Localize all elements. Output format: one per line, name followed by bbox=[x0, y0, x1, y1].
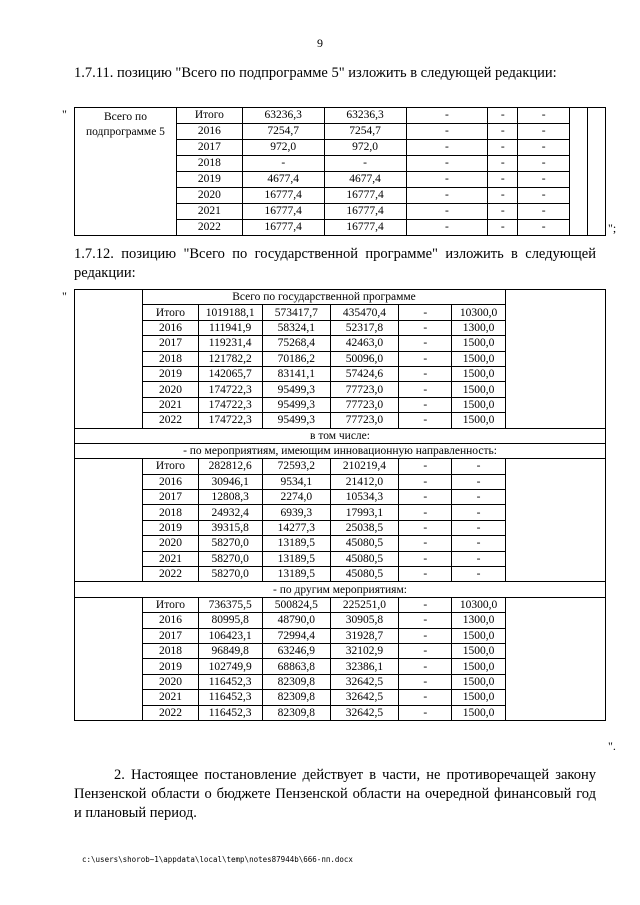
table-cell: - bbox=[324, 156, 406, 172]
table-cell: 58270,0 bbox=[198, 567, 262, 582]
table-cell: 2016 bbox=[143, 320, 198, 335]
table-cell: 77723,0 bbox=[330, 413, 398, 428]
table-cell: 14277,3 bbox=[262, 520, 330, 535]
table-cell: - bbox=[452, 490, 505, 505]
table-cell: - bbox=[452, 459, 505, 474]
table-cell: - bbox=[399, 474, 452, 489]
table-cell: 63236,3 bbox=[242, 108, 324, 124]
table-cell: 1500,0 bbox=[452, 705, 505, 720]
table-cell: 2019 bbox=[143, 366, 198, 381]
quote-close-2: ". bbox=[608, 739, 616, 753]
table-cell: 174722,3 bbox=[198, 413, 262, 428]
table-cell: - bbox=[488, 172, 518, 188]
table-cell: 13189,5 bbox=[262, 567, 330, 582]
table-cell: 972,0 bbox=[324, 140, 406, 156]
table-cell: - bbox=[399, 690, 452, 705]
empty-cell bbox=[505, 290, 605, 429]
table-cell: - bbox=[488, 204, 518, 220]
table-cell: 972,0 bbox=[242, 140, 324, 156]
table-cell: 2019 bbox=[143, 520, 198, 535]
table-cell: - bbox=[488, 188, 518, 204]
table-cell: 736375,5 bbox=[198, 597, 262, 612]
table-cell: - bbox=[452, 505, 505, 520]
table-cell: 2016 bbox=[143, 613, 198, 628]
table-cell: - bbox=[452, 536, 505, 551]
table-cell: - bbox=[399, 413, 452, 428]
table-cell: 1300,0 bbox=[452, 320, 505, 335]
table-cell: 95499,3 bbox=[262, 397, 330, 412]
table-cell: 2018 bbox=[143, 643, 198, 658]
table-cell: 32642,5 bbox=[330, 690, 398, 705]
table-cell: - bbox=[399, 366, 452, 381]
table-cell: 32386,1 bbox=[330, 659, 398, 674]
table-cell: 2020 bbox=[143, 536, 198, 551]
table-cell: - bbox=[399, 351, 452, 366]
table-cell: 17993,1 bbox=[330, 505, 398, 520]
table-cell: 16777,4 bbox=[324, 220, 406, 236]
table-cell: - bbox=[399, 567, 452, 582]
table-cell: 50096,0 bbox=[330, 351, 398, 366]
table-cell: 142065,7 bbox=[198, 366, 262, 381]
table-cell: - bbox=[406, 140, 488, 156]
table-cell: 10534,3 bbox=[330, 490, 398, 505]
paragraph-2: 2. Настоящее постановление действует в части, не противоречащей закону Пензенской области о бюджете Пензенской области на очередной финансовый год и плановый период. bbox=[74, 767, 596, 821]
table-cell: - bbox=[518, 220, 570, 236]
table-cell: - bbox=[399, 674, 452, 689]
table-cell: 2020 bbox=[176, 188, 242, 204]
table-cell: 42463,0 bbox=[330, 336, 398, 351]
table-cell: 80995,8 bbox=[198, 613, 262, 628]
table-cell: 116452,3 bbox=[198, 690, 262, 705]
table-cell: 4677,4 bbox=[242, 172, 324, 188]
table-cell: 63246,9 bbox=[262, 643, 330, 658]
table-cell: 2021 bbox=[176, 204, 242, 220]
table-row bbox=[75, 290, 606, 305]
table-cell: 16777,4 bbox=[242, 204, 324, 220]
table-cell: - bbox=[452, 474, 505, 489]
table-cell: 500824,5 bbox=[262, 597, 330, 612]
table-cell: 1500,0 bbox=[452, 413, 505, 428]
table-cell: 2020 bbox=[143, 674, 198, 689]
table-cell: 58324,1 bbox=[262, 320, 330, 335]
table-cell: 1500,0 bbox=[452, 674, 505, 689]
table-cell: 1500,0 bbox=[452, 351, 505, 366]
paragraph-1-7-12: 1.7.12. позицию "Всего по государственной программе" изложить в следующей редакции: bbox=[74, 246, 596, 281]
table-row bbox=[75, 459, 606, 474]
table-cell: - bbox=[399, 628, 452, 643]
table-cell: Итого bbox=[143, 459, 198, 474]
table-cell: 70186,2 bbox=[262, 351, 330, 366]
table-cell: 83141,1 bbox=[262, 366, 330, 381]
page-number: 9 bbox=[317, 36, 323, 50]
empty-cell bbox=[588, 108, 606, 236]
table-cell: Итого bbox=[143, 597, 198, 612]
table-cell: 119231,4 bbox=[198, 336, 262, 351]
table-cell: 39315,8 bbox=[198, 520, 262, 535]
table-cell: 45080,5 bbox=[330, 551, 398, 566]
table-cell: - bbox=[399, 397, 452, 412]
table-cell: 2019 bbox=[176, 172, 242, 188]
table-cell: 82309,8 bbox=[262, 674, 330, 689]
table-cell: 573417,7 bbox=[262, 305, 330, 320]
table-cell: 75268,4 bbox=[262, 336, 330, 351]
table-row bbox=[75, 582, 606, 597]
table-cell: 72994,4 bbox=[262, 628, 330, 643]
table-cell: 2017 bbox=[143, 336, 198, 351]
table-cell: 10300,0 bbox=[452, 597, 505, 612]
table-cell: - bbox=[399, 520, 452, 535]
table-cell: 25038,5 bbox=[330, 520, 398, 535]
table-cell: 1300,0 bbox=[452, 613, 505, 628]
table-cell: - bbox=[452, 551, 505, 566]
section-header: Всего по государственной программе bbox=[143, 290, 506, 305]
table-cell: - bbox=[518, 108, 570, 124]
table-cell: - bbox=[399, 597, 452, 612]
table-cell: - bbox=[399, 705, 452, 720]
table-cell: - bbox=[488, 124, 518, 140]
table-cell: 2274,0 bbox=[262, 490, 330, 505]
table-cell: 45080,5 bbox=[330, 567, 398, 582]
table-cell: - bbox=[518, 188, 570, 204]
table-cell: 96849,8 bbox=[198, 643, 262, 658]
table-cell: 95499,3 bbox=[262, 413, 330, 428]
table-cell: 1500,0 bbox=[452, 397, 505, 412]
table-cell: 2021 bbox=[143, 690, 198, 705]
table-cell: 12808,3 bbox=[198, 490, 262, 505]
table-cell: 9534,1 bbox=[262, 474, 330, 489]
table-cell: 2022 bbox=[176, 220, 242, 236]
table-cell: 82309,8 bbox=[262, 690, 330, 705]
table-cell: - bbox=[518, 172, 570, 188]
table-cell: 77723,0 bbox=[330, 382, 398, 397]
table-cell: 7254,7 bbox=[324, 124, 406, 140]
table-cell: - bbox=[399, 305, 452, 320]
table-row bbox=[75, 108, 606, 124]
table-cell: 225251,0 bbox=[330, 597, 398, 612]
table-cell: 82309,8 bbox=[262, 705, 330, 720]
table-cell: 16777,4 bbox=[242, 188, 324, 204]
table-cell: 102749,9 bbox=[198, 659, 262, 674]
table-cell: 32642,5 bbox=[330, 705, 398, 720]
table-cell: 63236,3 bbox=[324, 108, 406, 124]
table-cell: - bbox=[406, 220, 488, 236]
table-cell: 2022 bbox=[143, 567, 198, 582]
table-cell: 2018 bbox=[143, 505, 198, 520]
table-cell: 1500,0 bbox=[452, 336, 505, 351]
table-cell: 58270,0 bbox=[198, 536, 262, 551]
table-cell: 2021 bbox=[143, 397, 198, 412]
paragraph-1-7-11: 1.7.11. позицию "Всего по подпрограмме 5" изложить в следующей редакции: bbox=[74, 65, 557, 81]
table-cell: 57424,6 bbox=[330, 366, 398, 381]
table-cell: 30946,1 bbox=[198, 474, 262, 489]
table-cell: 32642,5 bbox=[330, 674, 398, 689]
empty-cell bbox=[570, 108, 588, 236]
table-cell: 30905,8 bbox=[330, 613, 398, 628]
table-cell: 1500,0 bbox=[452, 643, 505, 658]
table-cell: - bbox=[406, 188, 488, 204]
table-cell: - bbox=[399, 320, 452, 335]
table-cell: - bbox=[399, 659, 452, 674]
empty-cell bbox=[75, 290, 143, 429]
table-cell: 435470,4 bbox=[330, 305, 398, 320]
table-row bbox=[75, 428, 606, 443]
table-cell: 1500,0 bbox=[452, 382, 505, 397]
table-cell: 16777,4 bbox=[324, 188, 406, 204]
footer-file-path: c:\users\shorob~1\appdata\local\temp\notes87944b\666-пп.docx bbox=[82, 855, 353, 864]
table-cell: 116452,3 bbox=[198, 674, 262, 689]
table-cell: - bbox=[518, 156, 570, 172]
table-cell: 6939,3 bbox=[262, 505, 330, 520]
table-cell: - bbox=[406, 156, 488, 172]
table-cell: - bbox=[399, 490, 452, 505]
table-cell: - bbox=[399, 459, 452, 474]
table-cell: - bbox=[406, 108, 488, 124]
table-cell: 16777,4 bbox=[242, 220, 324, 236]
table-cell: 121782,2 bbox=[198, 351, 262, 366]
table-cell: - bbox=[399, 336, 452, 351]
table-cell: 2017 bbox=[143, 628, 198, 643]
table-cell: 32102,9 bbox=[330, 643, 398, 658]
table-cell: 1019188,1 bbox=[198, 305, 262, 320]
table-cell: 13189,5 bbox=[262, 551, 330, 566]
table-cell: Итого bbox=[176, 108, 242, 124]
table-cell: 1500,0 bbox=[452, 659, 505, 674]
table-cell: 13189,5 bbox=[262, 536, 330, 551]
empty-cell bbox=[505, 597, 605, 720]
table-cell: 1500,0 bbox=[452, 690, 505, 705]
empty-cell bbox=[75, 597, 143, 720]
table-row bbox=[75, 597, 606, 612]
table-cell: 45080,5 bbox=[330, 536, 398, 551]
table-cell: 24932,4 bbox=[198, 505, 262, 520]
subprogram-label: Всего по подпрограмме 5 bbox=[75, 108, 177, 236]
table-cell: 48790,0 bbox=[262, 613, 330, 628]
table-cell: 4677,4 bbox=[324, 172, 406, 188]
table-cell: 174722,3 bbox=[198, 397, 262, 412]
table-cell: 2018 bbox=[176, 156, 242, 172]
table-cell: 282812,6 bbox=[198, 459, 262, 474]
table-cell: - bbox=[452, 567, 505, 582]
table-cell: - bbox=[242, 156, 324, 172]
table-cell: 111941,9 bbox=[198, 320, 262, 335]
including-label: в том числе: bbox=[75, 428, 606, 443]
quote-open-2: " bbox=[62, 289, 67, 303]
table-cell: 210219,4 bbox=[330, 459, 398, 474]
table-cell: - bbox=[399, 643, 452, 658]
table-cell: 2016 bbox=[176, 124, 242, 140]
table-cell: 16777,4 bbox=[324, 204, 406, 220]
table-cell: - bbox=[399, 505, 452, 520]
table-cell: - bbox=[488, 156, 518, 172]
table-cell: 68863,8 bbox=[262, 659, 330, 674]
table-cell: - bbox=[518, 204, 570, 220]
table-cell: - bbox=[399, 536, 452, 551]
table-cell: - bbox=[406, 204, 488, 220]
table-cell: - bbox=[488, 140, 518, 156]
innovation-section-label: - по мероприятиям, имеющим инновационную направленность: bbox=[75, 443, 606, 458]
table-cell: - bbox=[406, 124, 488, 140]
table-cell: 52317,8 bbox=[330, 320, 398, 335]
table-cell: 95499,3 bbox=[262, 382, 330, 397]
table-cell: 58270,0 bbox=[198, 551, 262, 566]
table-cell: 174722,3 bbox=[198, 382, 262, 397]
other-section-label: - по другим мероприятиям: bbox=[75, 582, 606, 597]
table-cell: 31928,7 bbox=[330, 628, 398, 643]
table-cell: 72593,2 bbox=[262, 459, 330, 474]
table-cell: 7254,7 bbox=[242, 124, 324, 140]
table-cell: 2021 bbox=[143, 551, 198, 566]
state-program-table bbox=[74, 289, 606, 721]
table-cell: 2022 bbox=[143, 413, 198, 428]
table-cell: - bbox=[399, 551, 452, 566]
quote-open-1: " bbox=[62, 107, 67, 121]
table-cell: 1500,0 bbox=[452, 366, 505, 381]
table-cell: - bbox=[518, 140, 570, 156]
table-cell: - bbox=[406, 172, 488, 188]
quote-close-1: "; bbox=[608, 221, 617, 235]
table-row bbox=[75, 443, 606, 458]
table-cell: 2019 bbox=[143, 659, 198, 674]
table-cell: 2017 bbox=[176, 140, 242, 156]
table-cell: - bbox=[399, 613, 452, 628]
table-cell: - bbox=[488, 108, 518, 124]
table-cell: 106423,1 bbox=[198, 628, 262, 643]
table-cell: 21412,0 bbox=[330, 474, 398, 489]
table-cell: - bbox=[488, 220, 518, 236]
table-cell: 116452,3 bbox=[198, 705, 262, 720]
table-cell: 2020 bbox=[143, 382, 198, 397]
table-cell: - bbox=[399, 382, 452, 397]
subprogram-5-table bbox=[74, 107, 606, 236]
table-cell: 10300,0 bbox=[452, 305, 505, 320]
table-cell: 2017 bbox=[143, 490, 198, 505]
table-cell: - bbox=[518, 124, 570, 140]
table-cell: 2016 bbox=[143, 474, 198, 489]
table-cell: 77723,0 bbox=[330, 397, 398, 412]
table-cell: 1500,0 bbox=[452, 628, 505, 643]
empty-cell bbox=[75, 459, 143, 582]
table-cell: - bbox=[452, 520, 505, 535]
table-cell: 2018 bbox=[143, 351, 198, 366]
table-cell: 2022 bbox=[143, 705, 198, 720]
empty-cell bbox=[505, 459, 605, 582]
table-cell: Итого bbox=[143, 305, 198, 320]
